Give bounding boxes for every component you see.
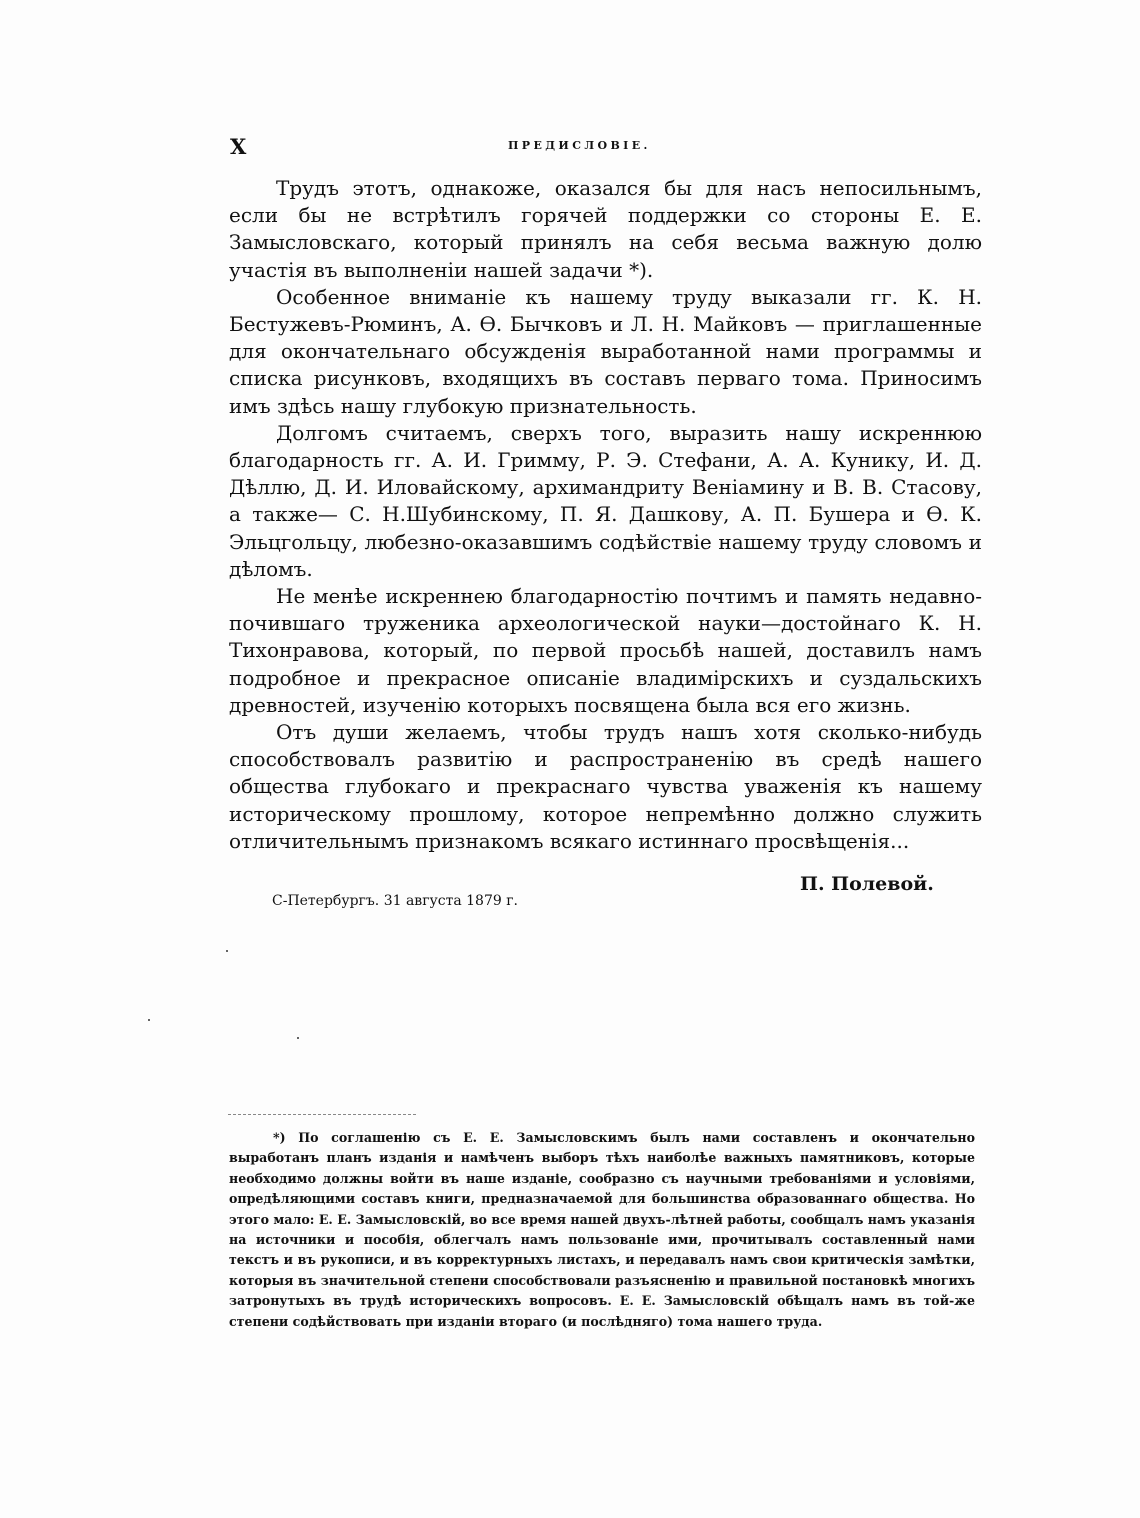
paper-speck (148, 1019, 150, 1021)
footnote-divider (228, 1114, 416, 1115)
footnote (229, 1128, 975, 1332)
paragraph: Отъ души желаемъ, чтобы трудъ нашъ хотя сколько-нибудь способствовалъ развитію и распространенію въ средѣ нашего общества глубокаго и прекраснаго чувства уваженія къ нашему историческому прошлому, которое непремѣнно должно служить отличительнымъ признакомъ всякаго истиннаго просвѣщенія... (229, 720, 982, 853)
paragraph: Особенное вниманіе къ нашему труду выказали гг. К. Н. Бестужевъ-Рюминъ, А. Ѳ. Бычковъ и Л. Н. Майковъ — приглашенные для окончательнаго обсужденія выработанной нами программы и списка рисунковъ, входящихъ въ составъ перваго тома. Приносимъ имъ здѣсь нашу глубокую признательность. (229, 284, 982, 418)
paragraph: Не менѣе искреннею благодарностію почтимъ и память недавно-почившаго труженика археологической науки—достойнаго К. Н. Тихонравова, который, по первой просьбѣ нашей, доставилъ намъ подробное и прекрасное описаніе владимірскихъ и суздальскихъ древностей, изученію которыхъ посвящена была вся его жизнь. (229, 584, 982, 717)
paragraph: Трудъ этотъ, однакоже, оказался бы для насъ непосильнымъ, если бы не встрѣтилъ горячей поддержки со стороны Е. Е. Замысловскаго, который принялъ на себя весьма важную долю участія въ выполненіи нашей задачи *). (229, 176, 982, 282)
body-text (229, 175, 982, 855)
paragraph: Долгомъ считаемъ, сверхъ того, выразить нашу искреннюю благодарность гг. А. И. Гримму, Р. Э. Стефани, А. А. Кунику, И. Д. Дѣллю, Д. И. Иловайскому, архимандриту Веніамину и В. В. Стасову, а также— С. Н.Шубинскому, П. Я. Дашкову, А. П. Бушера и Ѳ. К. Эльцгольцу, любезно-оказавшимъ содѣйствіе нашему труду словомъ и дѣломъ. (229, 420, 982, 581)
running-head: ПРЕДИСЛОВІЕ. (508, 139, 651, 152)
place-date-line: С-Петербургъ. 31 августа 1879 г. (272, 893, 519, 909)
paper-speck (226, 950, 228, 952)
footnote-text: *) По соглашенію съ Е. Е. Замысловскимъ былъ нами составленъ и окончательно выработанъ планъ изданія и намѣченъ выборъ тѣхъ наиболѣе важныхъ памятниковъ, которые необходимо должны войти въ наше изданіе, сообразно съ научными требованіями и условіями, опредѣляющими составъ книги, предназначаемой для большинства образованнаго общества. Но этого мало: Е. Е. Замысловскій, во все время нашей двухъ-лѣтней работы, сообщалъ намъ указанія на источники и пособія, облегчалъ намъ пользованіе ими, прочитывалъ составленный нами текстъ и въ рукописи, и въ корректурныхъ листахъ, и передавалъ намъ свои критическія замѣтки, которыя въ значительной степени способствовали разъясненію и правильной постановкѣ многихъ затронутыхъ въ трудѣ историческихъ вопросовъ. Е. Е. Замысловскій обѣщалъ намъ въ той-же степени содѣйствовать при изданіи втораго (и послѣдняго) тома нашего труда. (229, 1130, 975, 1329)
page-number: X (230, 134, 247, 159)
paper-speck (297, 1037, 299, 1039)
author-signature: П. Полевой. (800, 873, 934, 895)
